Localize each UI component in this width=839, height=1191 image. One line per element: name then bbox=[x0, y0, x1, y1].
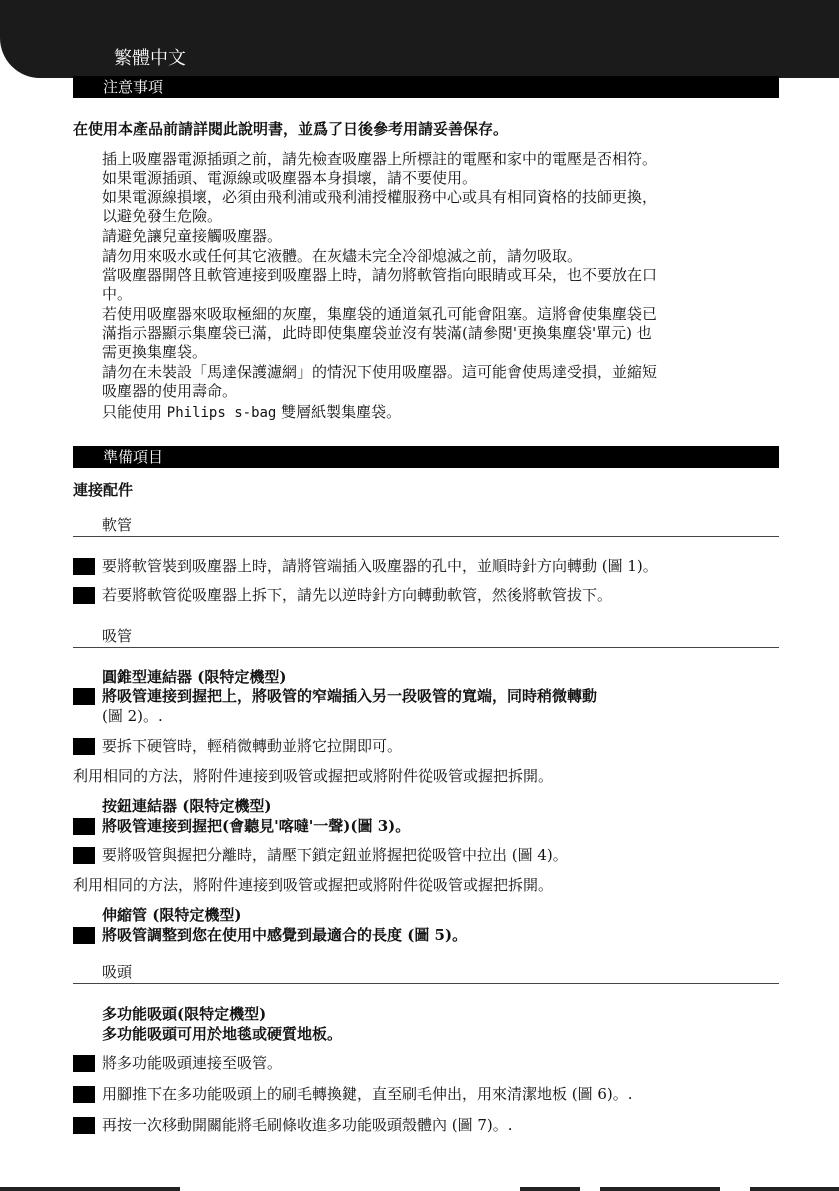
bag-product-name: Philips s-bag bbox=[166, 405, 277, 421]
hose-step: 若要將軟管從吸塵器上拆下，請先以逆時針方向轉動軟管，然後將軟管拔下。 bbox=[102, 586, 613, 604]
warning-line: 如果電源線損壞，必須由飛利浦或飛利浦授權服務中心或具有相同資格的技師更換， bbox=[102, 188, 658, 206]
section-header-precautions: 注意事項 bbox=[73, 76, 779, 98]
step-bullet bbox=[73, 1117, 95, 1134]
conical-step-continued: (圖 2)。. bbox=[102, 707, 163, 725]
section-header-preparation: 準備項目 bbox=[73, 446, 779, 468]
nozzle-step: 將多功能吸頭連接至吸管。 bbox=[102, 1054, 283, 1072]
conical-step: 將吸管連接到握把上，將吸管的窄端插入另一段吸管的寬端，同時稍微轉動 bbox=[102, 687, 598, 705]
warning-line: 吸塵器的使用壽命。 bbox=[102, 382, 238, 400]
warning-line: 請避免讓兒童接觸吸塵器。 bbox=[102, 227, 283, 245]
footer-rule bbox=[520, 1187, 580, 1191]
warning-line: 插上吸塵器電源插頭之前，請先檢查吸塵器上所標註的電壓和家中的電壓是否相符。 bbox=[102, 150, 658, 168]
bag-line bbox=[102, 402, 401, 423]
step-bullet bbox=[73, 818, 95, 835]
nozzle-step: 再按一次移動開關能將毛刷條收進多功能吸頭殼體內 (圖 7)。. bbox=[102, 1116, 513, 1134]
conical-step: 要拆下硬管時，輕稍微轉動並將它拉開即可。 bbox=[102, 737, 403, 755]
step-bullet bbox=[73, 927, 95, 944]
connect-title: 連接配件 bbox=[73, 481, 134, 499]
telescopic-tube-title: 伸縮管 (限特定機型) bbox=[102, 906, 242, 924]
warning-line: 如果電源插頭、電源線或吸塵器本身損壞，請不要使用。 bbox=[102, 169, 478, 187]
nozzle-step: 用腳推下在多功能吸頭上的刷毛轉換鍵，直至刷毛伸出，用來清潔地板 (圖 6)。. bbox=[102, 1085, 633, 1103]
bag-line-before: 只能使用 bbox=[102, 403, 167, 421]
step-bullet bbox=[73, 688, 95, 705]
subheading-hose: 軟管 bbox=[73, 515, 779, 537]
step-bullet bbox=[73, 738, 95, 755]
same-method-note: 利用相同的方法，將附件連接到吸管或握把或將附件從吸管或握把拆開。 bbox=[73, 767, 554, 785]
multi-nozzle-desc: 多功能吸頭可用於地毯或硬質地板。 bbox=[102, 1025, 343, 1043]
button-connector-title: 按鈕連結器 (限特定機型) bbox=[102, 797, 272, 815]
warning-line: 當吸塵器開啓且軟管連接到吸塵器上時，請勿將軟管指向眼睛或耳朵，也不要放在口 bbox=[102, 266, 658, 284]
bag-line-after: 雙層紙製集塵袋。 bbox=[276, 403, 402, 421]
warning-line: 需更換集塵袋。 bbox=[102, 343, 208, 361]
subheading-tube: 吸管 bbox=[73, 626, 779, 648]
warning-line: 滿指示器顯示集塵袋已滿，此時即使集塵袋並沒有裝滿(請參閱'更換集塵袋'單元) 也 bbox=[102, 324, 652, 342]
multi-nozzle-title: 多功能吸頭(限特定機型) bbox=[102, 1005, 267, 1023]
warning-line: 若使用吸塵器來吸取極細的灰塵，集塵袋的通道氣孔可能會阻塞。這將會使集塵袋已 bbox=[102, 305, 658, 323]
conical-connector-title: 圓錐型連結器 (限特定機型) bbox=[102, 668, 287, 686]
step-bullet bbox=[73, 587, 95, 604]
warning-line: 請勿在未裝設「馬達保護濾網」的情況下使用吸塵器。這可能會使馬達受損，並縮短 bbox=[102, 363, 658, 381]
footer-rule bbox=[750, 1187, 839, 1191]
step-bullet bbox=[73, 847, 95, 864]
warning-line: 中。 bbox=[102, 285, 133, 303]
step-bullet bbox=[73, 1086, 95, 1103]
subheading-nozzle: 吸頭 bbox=[73, 962, 779, 984]
step-bullet bbox=[73, 558, 95, 575]
header-bar bbox=[0, 0, 839, 78]
language-title: 繁體中文 bbox=[114, 48, 186, 69]
same-method-note: 利用相同的方法，將附件連接到吸管或握把或將附件從吸管或握把拆開。 bbox=[73, 876, 554, 894]
footer-rule bbox=[600, 1187, 720, 1191]
button-step: 要將吸管與握把分離時，請壓下鎖定鈕並將握把從吸管中拉出 (圖 4)。 bbox=[102, 846, 568, 864]
warning-line: 請勿用來吸水或任何其它液體。在灰燼未完全冷卻熄滅之前，請勿吸取。 bbox=[102, 247, 583, 265]
hose-step: 要將軟管裝到吸塵器上時，請將管端插入吸塵器的孔中，並順時針方向轉動 (圖 1)。 bbox=[102, 557, 658, 575]
warning-line: 以避免發生危險。 bbox=[102, 207, 223, 225]
footer-rule bbox=[0, 1187, 180, 1191]
telescopic-step: 將吸管調整到您在使用中感覺到最適合的長度 (圖 5)。 bbox=[102, 926, 468, 944]
intro-text: 在使用本產品前請詳閱此說明書，並爲了日後參考用請妥善保存。 bbox=[73, 120, 509, 138]
button-step: 將吸管連接到握把(會聽見'喀噠'一聲)(圖 3)。 bbox=[102, 817, 411, 835]
step-bullet bbox=[73, 1055, 95, 1072]
